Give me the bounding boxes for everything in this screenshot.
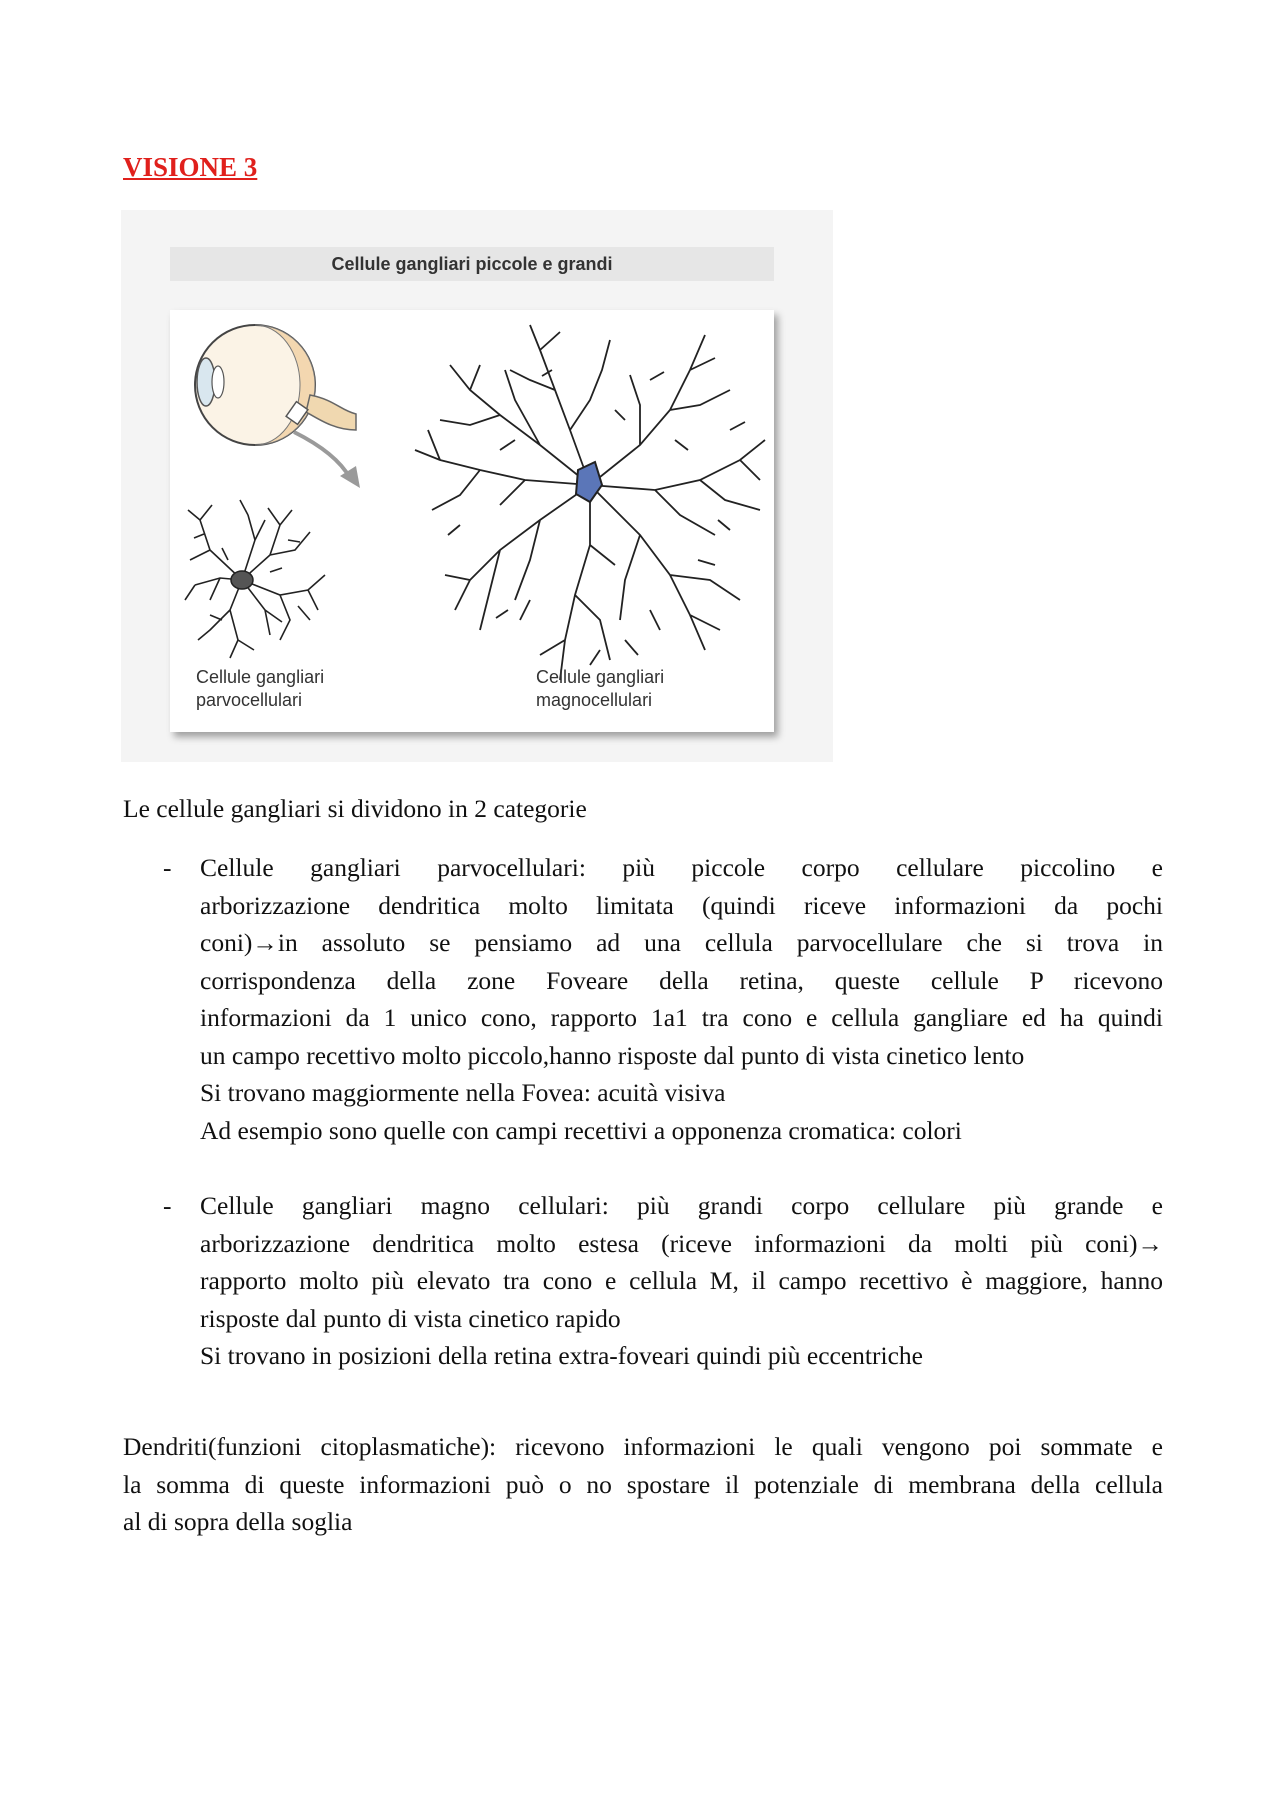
label-parvocellular: Cellule gangliari parvocellulari [196,667,325,710]
eye-illustration [195,325,356,445]
ganglion-cells-figure [121,210,833,762]
parvocellular-text: Cellule gangliari parvocellulari: più piccole corpo cellulare piccolino e arborizzazione dendritica molto limitata (quindi riceve informazioni da pochi coni)→in assoluto se pensiamo ad una cellula parvocellulare che si trova in corrispondenza della zone Foveare della retina, queste cellule P ricevono informazioni da 1 unico cono, rapporto 1a1 tra cono e cellula gangliare ed ha quindi un campo recettivo molto piccolo,hanno risposte dal punto di vista cinetico lento Si trovano maggiormente nella Fovea: acuità visiva Ad esempio sono quelle con campi recettivi a opponenza cromatica: colori [200,853,1163,1145]
dendriti-paragraph: Dendriti(funzioni citoplasmatiche): ricevono informazioni le quali vengono poi sommate e la somma di queste informazioni può o no spostare il potenziale di membrana della cellula al di sopra della soglia [123,1432,1163,1536]
arrow-icon [294,432,350,478]
figure-header: Cellule gangliari piccole e grandi [170,247,774,281]
bullet-marker: - [163,1191,172,1220]
magnocellular-text: Cellule gangliari magno cellulari: più grandi corpo cellulare più grande e arborizzazione dendritica molto estesa (riceve informazioni da molti più coni)→ rapporto molto più elevato tra cono e cellula M, il campo recettivo è maggiore, hanno risposte dal punto di vista cinetico rapido Si trovano in posizioni della retina extra-foveari quindi più eccentriche [200,1191,1163,1370]
intro-paragraph: Le cellule gangliari si dividono in 2 categorie [123,794,587,823]
label-magnocellular: Cellule gangliari magnocellulari [536,667,665,710]
figure-panel [170,310,774,732]
parvocellular-soma [231,571,253,589]
page-title: VISIONE 3 [123,152,258,182]
magnocellular-soma [576,462,602,502]
bullet-marker: - [163,853,172,882]
parvocellular-cell [185,500,325,658]
